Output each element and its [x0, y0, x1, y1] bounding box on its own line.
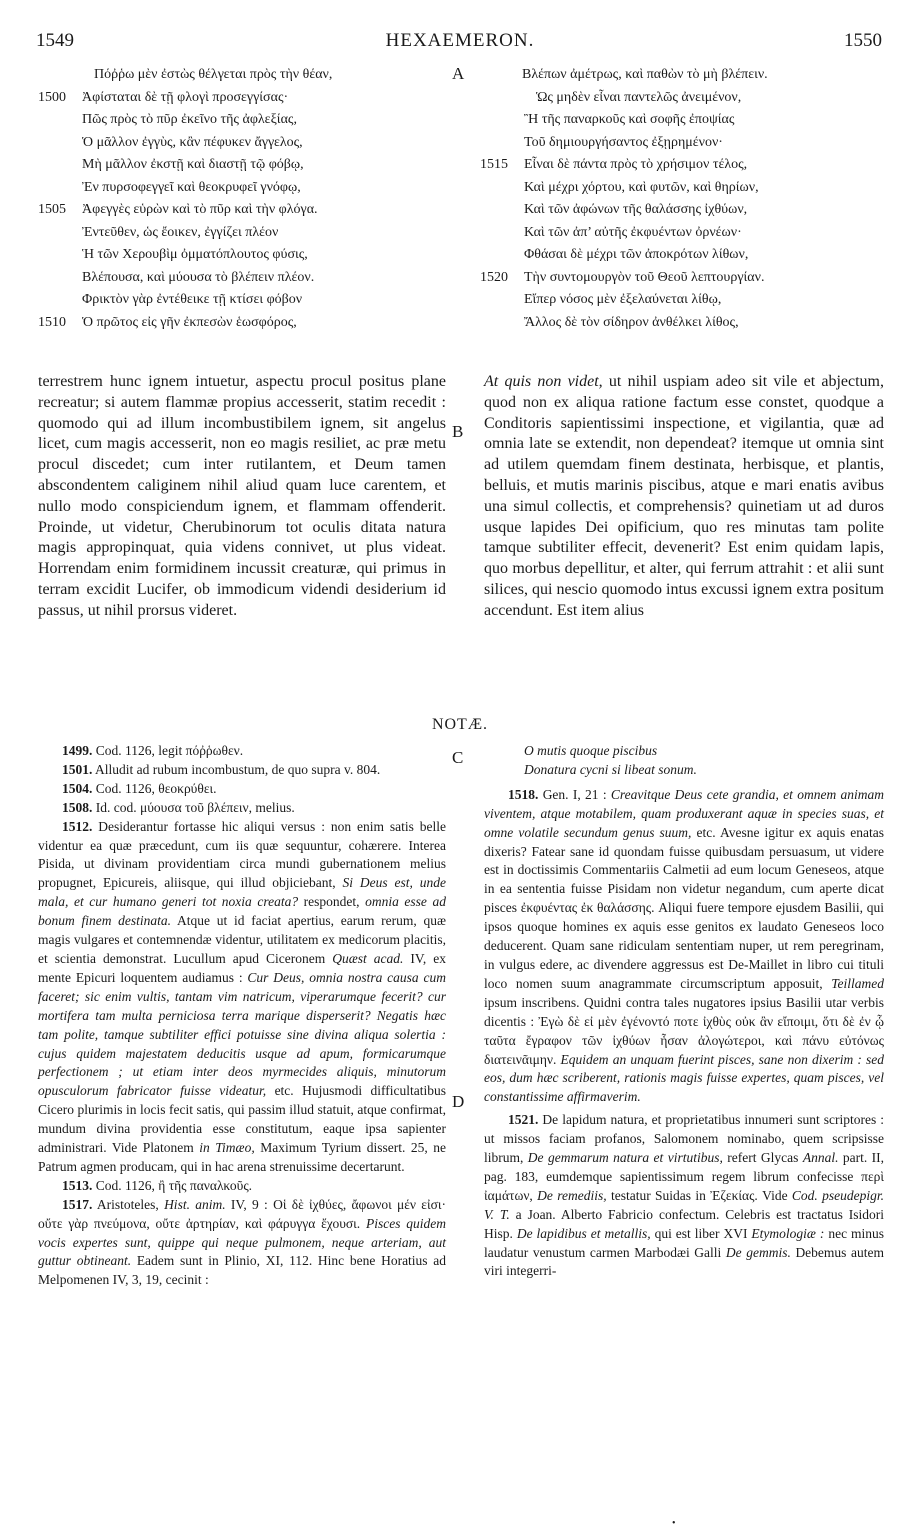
note-1512: 1512. Desiderantur fortasse hic aliqui versus : non enim satis belle videntur ea quæ præcedunt, cum iis quæ sequuntur, cohærere. Interea Pisida, ut divinam providentiam circa mundi gubernationem melius propugnet, Epicureis, aliisque, qui illud objiciebant, Si Deus est, unde mala, et cur humano generi tot noxia creata? respondet, omnia esse ad bonum finem destinata. Atque ut id faciat apertius, earum rerum, quæ magis vulgares et contemnendæ videntur, utilitatem ex medicorum placitis, et scientia demonstrat. Lucullum apud Ciceronem Quæst acad. IV, ex mente Epicuri loquentem audiamus : Cur Deus, omnia nostra causa cum faceret; sic enim vultis, tantam vim natricum, viperarumque fecerit? cur mortifera tam multa perniciosa terra marique disperserit? Negatis hæc tam polite, tamque subtiliter effici potuisse sine divina aliqua solertia : cujus quidem majestatem deducitis usque ad apum, formicarumque perfectionem ; ut etiam inter deos myrmecides aliquis, minutorum opusculorum fabricator fuisse videatur, etc. Hujusmodi difficultatibus Cicero plurimis in locis fecit satis, qui passim illud statuit, atque confirmat, mundum divina providentia esse constitutum, eaque ipsa sapienter administrari. Vide Platonem in Timæo, Maximum Tyrium dissert. 25, ne Patrum agmen producam, qui in hac arena strenuissime decertarunt.	[38, 818, 447, 1174]
notes-column-right	[484, 742, 884, 1281]
horace-quote-line: O mutis quoque piscibus	[524, 743, 658, 758]
verse-line: Τοῦ δημιουργήσαντος ἐξῃρημένον·	[524, 134, 723, 150]
greek-verses-right	[480, 64, 900, 334]
verse-line: 1505 Ἀφεγγὲς εὑρὼν καὶ τὸ πῦρ καὶ τὴν φλόγα.	[38, 202, 318, 217]
note-1504: 1504. Cod. 1126, θεοκρύθει.	[62, 780, 217, 796]
latin-paragraph: At quis non videt, ut nihil uspiam adeo sit vile et abjectum, quod non ex aliqua ratione factum esse constet, quodque a Conditoris sapientissimi inspectione, et vigilantia, quæ ad omnia late se extendit, non dependeat? itemque ut omnia sint ad utilem quemdam finem destinata, herbisque, et plantis, belluis, et mutis marinis piscibus, atque e mari enatis avibus una simul collectis, et comprehensis? quinetiam ut ad duros usque lapides Dei opificium, quo res minutas tam polite tamque subtiliter effecit, devenerit? Est enim quidam lapis, quo morbus depellitur, et alter, qui ferrum attrahit : et alii sunt silices, qui nescio quomodo intus excussi ignem extra positum accendunt. Est item alius	[484, 373, 885, 619]
verse-line: Ἐν πυρσοφεγγεῖ καὶ θεοκρυφεῖ γνόφῳ,	[82, 179, 301, 195]
verse-line: Καὶ μέχρι χόρτου, καὶ φυτῶν, καὶ θηρίων,	[524, 179, 759, 195]
verse-line: Φρικτὸν γὰρ ἐντέθεικε τῇ κτίσει φόβον	[82, 292, 303, 307]
notes-column-left	[38, 742, 446, 1290]
verse-line: Φθάσαι δὲ μέχρι τῶν ἀποκρότων λίθων,	[524, 247, 749, 262]
verse-line: Βλέπουσα, καὶ μύουσα τὸ βλέπειν πλέον.	[82, 269, 315, 285]
page-number-left: 1549	[36, 30, 74, 51]
margin-letter-b: B	[452, 422, 464, 441]
note-1499: 1499. Cod. 1126, legit πόῤῥωθεν.	[62, 743, 244, 758]
notes-heading: NOTÆ.	[431, 716, 489, 733]
note-1513: 1513. Cod. 1126, ἢ τῆς παναλκοῦς.	[62, 1177, 253, 1193]
verse-line: Πῶς πρὸς τὸ πῦρ ἐκεῖνο τῆς ἀφλεξίας,	[82, 112, 297, 127]
verse-line: Ἄλλος δὲ τὸν σίδηρον ἀνθέλκει λίθος,	[524, 314, 739, 330]
verse-line: Μὴ μᾶλλον ἐκστῇ καὶ διαστῇ τῷ φόβῳ,	[82, 157, 304, 172]
verse-line: Καὶ τῶν ἀπ’ αὐτῆς ἐκφυέντων ὀρνέων·	[524, 224, 742, 240]
latin-translation-right	[484, 372, 884, 622]
verse-line: Πόῤῥω μὲν ἐστὼς θέλγεται πρὸς τὴν θέαν,	[94, 67, 333, 82]
note-1508: 1508. Id. cod. μύουσα τοῦ βλέπειν, melius.	[62, 799, 295, 815]
verse-line: 1515 Εἶναι δὲ πάντα πρὸς τὸ χρήσιμον τέλος,	[480, 157, 748, 172]
latin-translation-left	[38, 372, 446, 622]
note-1518: 1518. Gen. I, 21 : Creavitque Deus cete grandia, et omnem animam viventem, atque motabilem, quam produxerant aquæ in species suas, et omne volatile secundum genus suum, etc. Avesne igitur ex aquis enatas dixeris? Fatear sane id quondam fuisse quibusdam persuasum, ut videre est in doctissimis Commentariis Calmetii ad eum locum Geneseos, atque in ea sententia fuisse Pisidam non videtur negandum, cum aperte dicat pisces ἐκφυέντας ἐκ θαλάσσης. Aliqui fuere tempore ejusdem Basilii, qui ipsos quoque homines ex aquis esse genitos ex laudato Geneseos loco deducerent. Quam sane ridiculam sententiam nuper, ut rem peregrinam, in vulgus edere, ac divendere aggressus est De-Maillet in libro cui tituli loco nomen suum anagrammate circumscriptum apposuit, Teillamed ipsum inscribens. Quidni contra tales nugatores ipsius Basilii utar verbis dicentis : Ἐγὼ δὲ εἰ μὲν ἐγένοντό ποτε ἰχθὺς οὐκ ἂν εἴποιμι, ὅτι δὲ ἐν ᾧ ταῦτα ἔγραφον τῶν ἰχθύων ἦσαν ἀλογώτεροι, καὶ πάνυ εὐτόνως διατεινᾶιμην. Equidem an unquam fuerint pisces, sane non dixerim : sed eos, dum hæc scriberent, rationis magis fuisse expertes, quam pisces, vel constantissime affirmaverim.	[484, 786, 885, 1105]
footer-dot: •	[672, 1518, 676, 1529]
page-header	[0, 30, 920, 56]
margin-letter-d: D	[452, 1092, 465, 1111]
verse-line: Ὡς μηδὲν εἶναι παντελῶς ἀνειμένον,	[536, 89, 742, 105]
verse-line: Καὶ τῶν ἀφώνων τῆς θαλάσσης ἰχθύων,	[524, 202, 748, 217]
greek-verses-left	[38, 64, 448, 334]
note-1521: 1521. De lapidum natura, et proprietatibus innumeri sunt scriptores : ut missos faciam profanos, Salomonem nominabo, quem scripsisse librum, De gemmarum natura et virtutibus, refert Glycas Annal. part. II, pag. 183, eumdemque sapientissimum regem librum confecisse περὶ ἰαμάτων, De remediis, testatur Suidas in Ἐζεκίας. Vide Cod. pseudepigr. V. T. a Joan. Alberto Fabricio confectum. Celebris est tractatus Isidori Hisp. De lapidibus et metallis, qui est liber XVI Etymologiæ : nec minus laudatur venustum carmen Marbodæi Galli De gemmis. Debemus autem viri integerri-	[484, 1112, 885, 1279]
verse-line: Ἢ τῆς παναρκοῦς καὶ σοφῆς ἐποψίας	[524, 112, 735, 127]
page-number-right: 1550	[844, 30, 882, 51]
verse-line: 1520 Τὴν συντομουργὸν τοῦ Θεοῦ λεπτουργίαν.	[480, 269, 765, 285]
verse-line: Ἡ τῶν Χερουβὶμ ὀμματόπλουτος φύσις,	[82, 247, 308, 262]
note-1501: 1501. Alludit ad rubum incombustum, de quo supra v. 804.	[62, 761, 381, 777]
verse-line: 1500 Ἀφίσταται δὲ τῇ φλογὶ προσεγγίσας·	[38, 89, 289, 105]
margin-letter-c: C	[452, 748, 464, 767]
verse-line: Βλέπων ἀμέτρως, καὶ παθὼν τὸ μὴ βλέπειν.	[522, 67, 768, 82]
verse-line: Εἴπερ νόσος μὲν ἐξελαύνεται λίθῳ,	[524, 292, 722, 307]
horace-quote-line: Donatura cycni si libeat sonum.	[524, 761, 697, 777]
note-1517: 1517. Aristoteles, Hist. anim. IV, 9 : Οἱ δὲ ἰχθύες, ἄφωνοι μέν εἰσι· οὔτε γὰρ πνεύμονα, οὔτε ἀρτηρίαν, καὶ φάρυγγα ἔχουσι. Pisces quidem vocis expertes sunt, quippe qui neque pulmonem, neque arteriam, aut guttur obtineant. Eadem sunt in Plinio, XI, 112. Hinc bene Horatius ad Melpomenen IV, 3, 19, cecinit :	[38, 1196, 447, 1288]
margin-letter-a: A	[452, 64, 465, 83]
latin-paragraph: terrestrem hunc ignem intuetur, aspectu procul positus plane recreatur; si autem flammæ propius accesserit, statim recedit : quomodo qui ad illum incombustibilem ignem, sit angelus licet, cum magis accesserit, non eo magis resiliet, ac præ metu procul discedet; cum inter rutilantem, et Deum tamen abscondentem caliginem nihil aliud quam luce carentem, et nullo modo conspiciendum ignem, et flammam offenderit. Proinde, ut videtur, Cherubinorum tot oculis ditata natura magis appropinquat, quia videns connivet, ut plus videat. Horrendam enim formidinem incussit creaturæ, qui primus in terram excidit Lucifer, ob immodicum videndi desiderium id passus, ut nihil prorsus videret.	[38, 373, 446, 619]
verse-line: 1510 Ὁ πρῶτος εἰς γῆν ἐκπεσὼν ἑωσφόρος,	[38, 314, 297, 330]
verse-line: Ἐντεῦθεν, ὡς ἔοικεν, ἐγγίζει πλέον	[82, 224, 279, 240]
running-title: HEXAEMERON.	[385, 30, 535, 51]
verse-line: Ὁ μᾶλλον ἐγγὺς, κἂν πέφυκεν ἄγγελος,	[82, 134, 303, 150]
